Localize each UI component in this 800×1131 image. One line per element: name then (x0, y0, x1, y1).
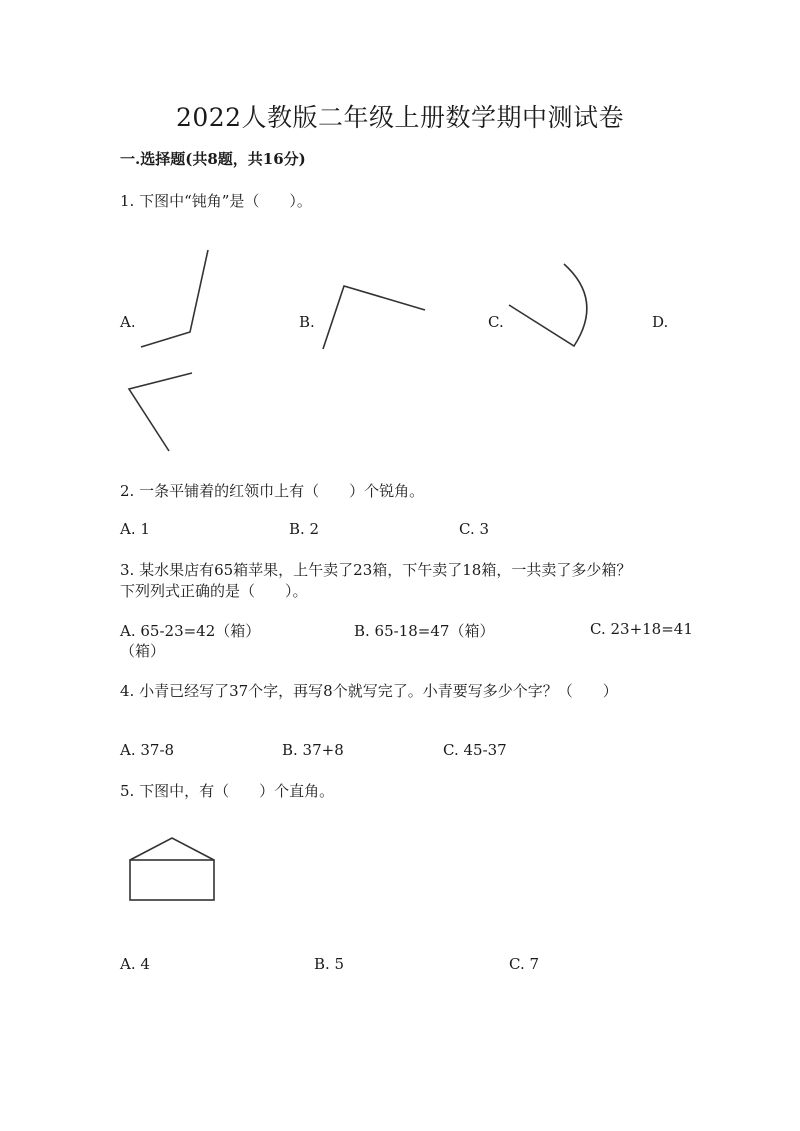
q1-option-d[interactable]: D. (652, 313, 669, 331)
q2-option-c[interactable]: C. 3 (459, 520, 490, 538)
q1-option-c[interactable]: C. (488, 313, 504, 331)
q3-option-b[interactable]: B. 65-18=47（箱） (354, 622, 495, 640)
question-3-stem-line2: 下列列式正确的是（ ）。 (120, 582, 308, 600)
q2-option-b[interactable]: B. 2 (289, 520, 320, 538)
q5-option-c[interactable]: C. 7 (509, 955, 540, 973)
q5-option-b[interactable]: B. 5 (314, 955, 345, 973)
q4-option-c[interactable]: C. 45-37 (443, 741, 507, 759)
section-heading: 一.选择题(共8题，共16分) (120, 150, 306, 168)
question-2-stem: 2. 一条平铺着的红领巾上有（ ）个锐角。 (120, 482, 425, 500)
question-3-stem-line1: 3. 某水果店有65箱苹果，上午卖了23箱，下午卖了18箱，一共卖了多少箱？ (120, 561, 632, 579)
q2-option-a[interactable]: A. 1 (120, 520, 150, 538)
q4-option-a[interactable]: A. 37-8 (120, 741, 175, 759)
question-5-stem: 5. 下图中，有（ ）个直角。 (120, 782, 335, 800)
page-title: 2022人教版二年级上册数学期中测试卷 (175, 103, 625, 132)
q3-option-c[interactable]: C. 23+18=41 (590, 620, 693, 638)
q1-option-b[interactable]: B. (299, 313, 315, 331)
q1-option-a[interactable]: A. (120, 313, 136, 331)
question-1-stem: 1. 下图中“钝角”是（ ）。 (120, 192, 312, 210)
q3-option-a[interactable]: A. 65-23=42（箱） (120, 622, 261, 640)
q3-option-c-wrap: （箱） (120, 642, 166, 660)
q5-option-a[interactable]: A. 4 (120, 955, 150, 973)
question-4-stem: 4. 小青已经写了37个字，再写8个就写完了。小青要写多少个字？（ ） (120, 682, 618, 700)
q4-option-b[interactable]: B. 37+8 (282, 741, 344, 759)
